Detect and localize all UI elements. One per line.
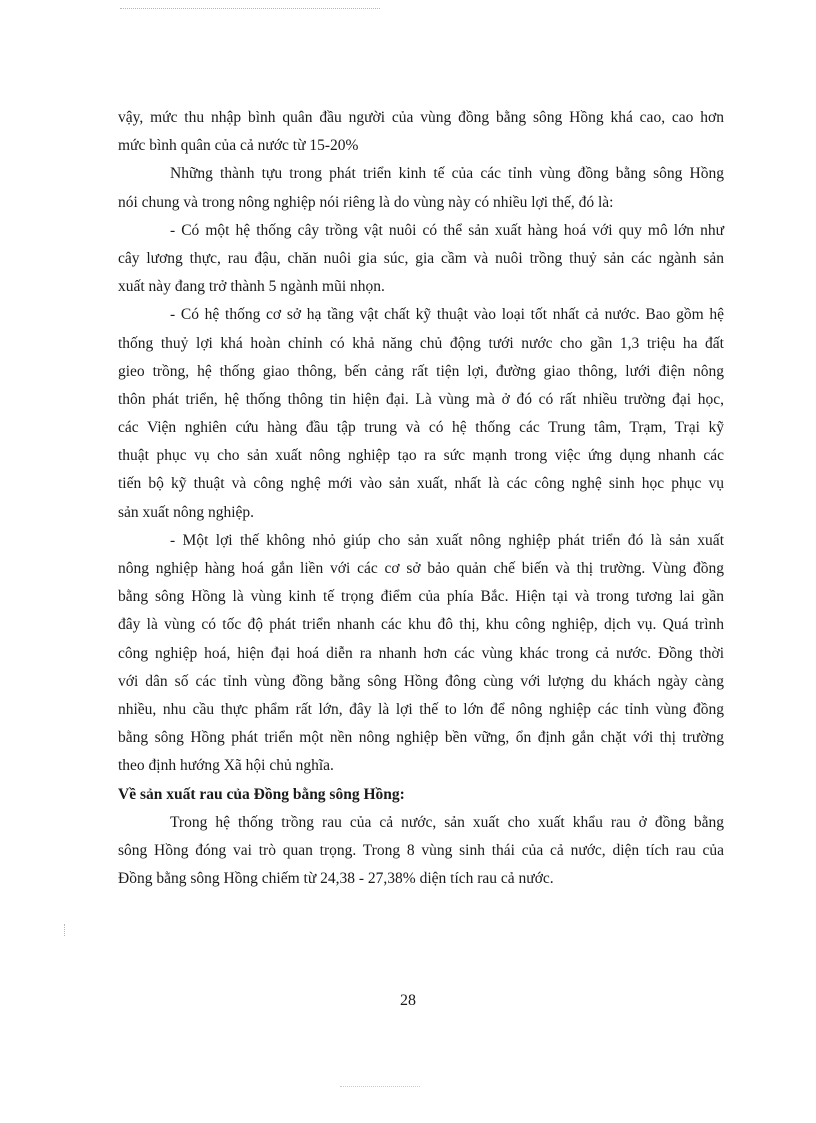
text-line: công nghiệp hoá, hiện đại hoá diễn ra nhanh hơn các vùng khác trong cả nước. Đồng thời [118, 644, 724, 662]
text-line: các Viện nghiên cứu hàng đầu tập trung và có hệ thống các Trung tâm, Trạm, Trại kỹ [118, 419, 724, 437]
section-heading: Về sản xuất rau của Đồng bằng sông Hồng: [118, 785, 405, 803]
text-line: nói chung và trong nông nghiệp nói riêng là do vùng này có nhiều lợi thế, đó là: [118, 193, 614, 211]
text-line: bằng sông Hồng phát triển một nền nông nghiệp bền vững, ổn định gắn chặt với thị trường [118, 729, 724, 747]
text-line: gieo trồng, hệ thống giao thông, bến cảng rất tiện lợi, đường giao thông, lưới điện nông [118, 362, 724, 380]
text-line: tiến bộ kỹ thuật và công nghệ mới vào sản xuất, nhất là các công nghệ sinh học phục vụ [118, 475, 724, 493]
text-line: thống thuỷ lợi khá hoàn chỉnh có khả năng chủ động tưới nước cho gần 1,3 triệu ha đất [118, 334, 724, 352]
text-line: nông nghiệp hàng hoá gắn liền với các cơ sở bảo quản chế biến và thị trường. Vùng đồng [118, 560, 724, 577]
text-line: theo định hướng Xã hội chủ nghĩa. [118, 757, 334, 775]
text-line: - Có một hệ thống cây trồng vật nuôi có thể sản xuất hàng hoá với quy mô lớn như [170, 221, 724, 239]
text-line: Những thành tựu trong phát triển kinh tế của các tỉnh vùng đồng bằng sông Hồng [170, 165, 724, 183]
text-line: sông Hồng đóng vai trò quan trọng. Trong 8 vùng sinh thái của cả nước, diện tích rau của [118, 841, 724, 859]
text-line: cây lương thực, rau đậu, chăn nuôi gia súc, gia cầm và nuôi trồng thuỷ sản các ngành sản [118, 249, 724, 267]
text-line: nhiều, nhu cầu thực phẩm rất lớn, đây là lợi thế to lớn để nông nghiệp các tỉnh vùng đồng [118, 700, 724, 718]
text-line: thuật phục vụ cho sản xuất nông nghiệp tạo ra sức mạnh trong việc ứng dụng nhanh các [118, 447, 724, 465]
text-line: bằng sông Hồng là vùng kinh tế trọng điểm của phía Bắc. Hiện tại và trong tương lai gần [118, 588, 724, 606]
body-text [118, 104, 724, 893]
text-line: mức bình quân của cả nước từ 15-20% [118, 137, 359, 155]
scan-artifact-bottom [340, 1086, 420, 1089]
text-line: thôn phát triển, hệ thống thông tin hiện đại. Là vùng mà ở đó có rất nhiều trường đại học, [118, 390, 724, 408]
page-number: 28 [400, 992, 416, 1009]
text-line: Đồng bằng sông Hồng chiếm từ 24,38 - 27,38% diện tích rau cả nước. [118, 870, 554, 888]
text-line: sản xuất nông nghiệp. [118, 503, 255, 521]
text-line: đây là vùng có tốc độ phát triển nhanh các khu đô thị, khu công nghiệp, dịch vụ. Quá trình [118, 616, 724, 634]
text-line: Trong hệ thống trồng rau của cả nước, sản xuất cho xuất khẩu rau ở đồng bằng [170, 813, 724, 831]
text-line: với dân số các tỉnh vùng đồng bằng sông Hồng đông cùng với lượng du khách ngày càng [118, 672, 724, 690]
text-line: vậy, mức thu nhập bình quân đầu người của vùng đồng bằng sông Hồng khá cao, cao hơn [118, 109, 724, 126]
text-line: - Một lợi thế không nhỏ giúp cho sản xuất nông nghiệp phát triển đó là sản xuất [170, 531, 724, 549]
text-line: xuất này đang trở thành 5 ngành mũi nhọn. [118, 278, 385, 296]
scan-artifact-top [120, 8, 380, 13]
scan-artifact-left [64, 924, 67, 936]
text-line: - Có hệ thống cơ sở hạ tầng vật chất kỹ thuật vào loại tốt nhất cả nước. Bao gồm hệ [170, 306, 724, 324]
